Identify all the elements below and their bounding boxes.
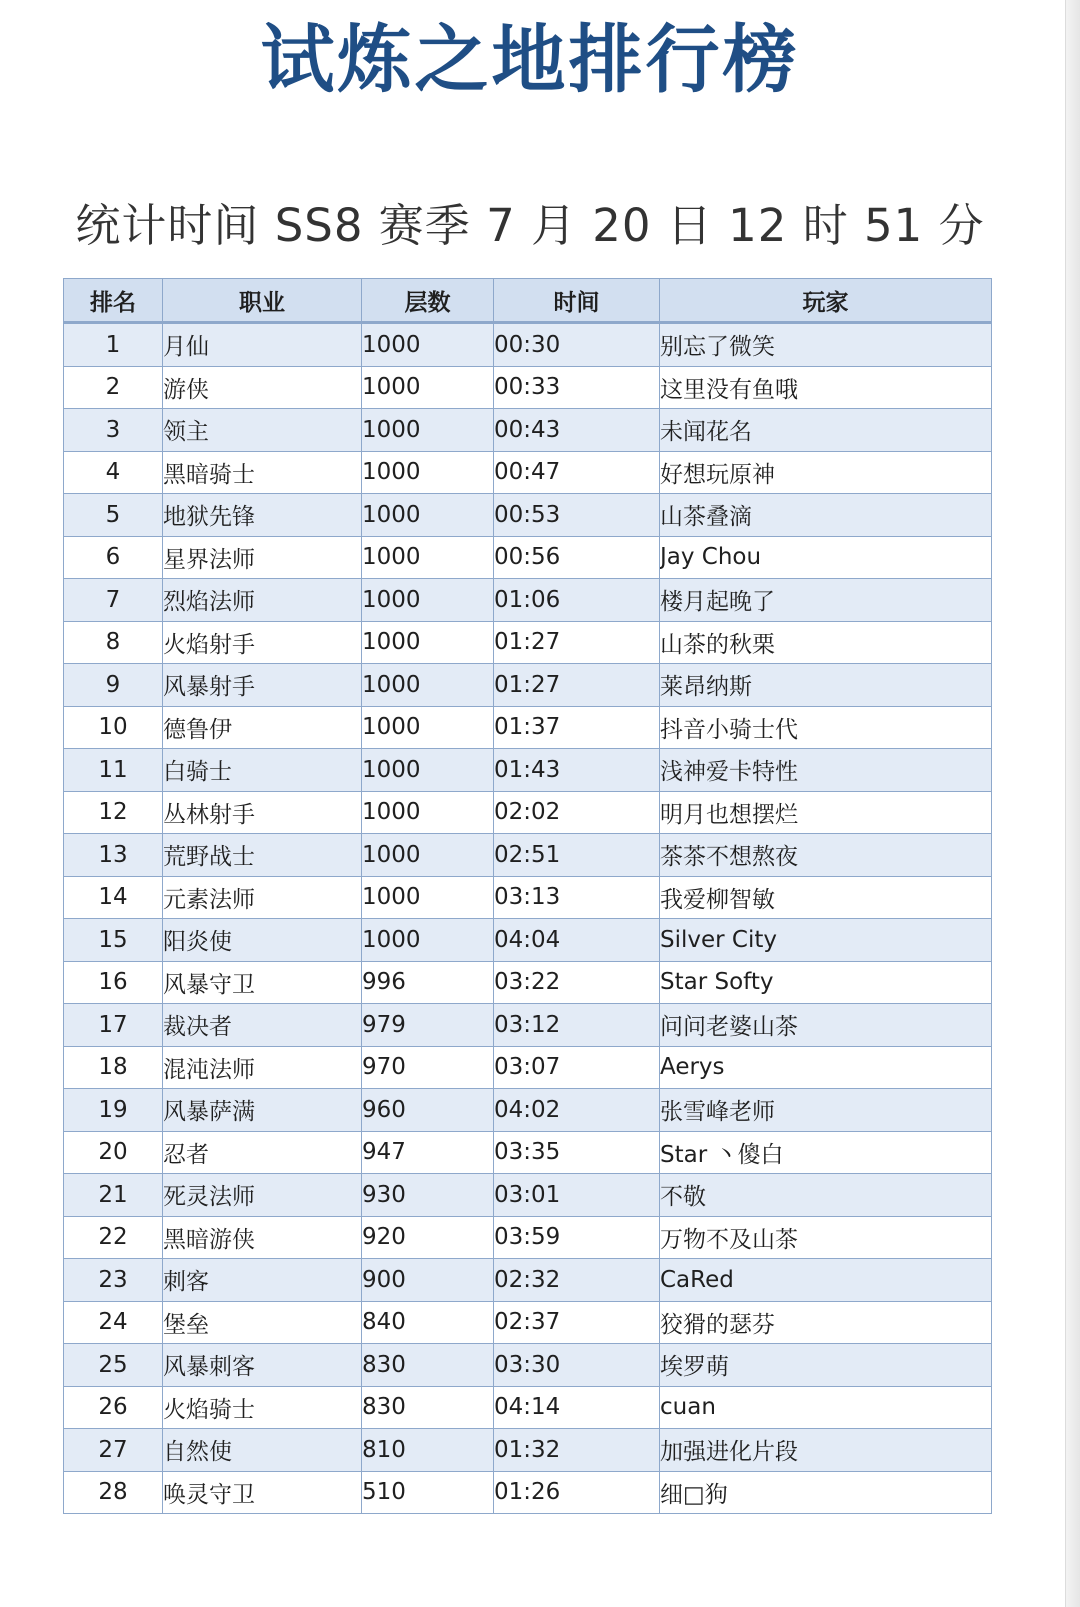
class-cell: 黑暗骑士 (163, 451, 362, 494)
class-cell: 德鲁伊 (163, 706, 362, 749)
time-cell: 04:02 (494, 1089, 660, 1132)
time-cell: 02:37 (494, 1301, 660, 1344)
rank-cell: 20 (64, 1131, 163, 1174)
table-row (64, 1089, 992, 1132)
time-cell: 02:32 (494, 1259, 660, 1302)
player-cell: 茶茶不想熬夜 (660, 834, 992, 877)
time-cell: 00:47 (494, 451, 660, 494)
table-row (64, 1216, 992, 1259)
floor-cell: 1000 (362, 494, 494, 537)
time-cell: 00:30 (494, 323, 660, 367)
class-cell: 火焰骑士 (163, 1386, 362, 1429)
time-cell: 03:35 (494, 1131, 660, 1174)
player-cell: Aerys (660, 1046, 992, 1089)
player-cell: 明月也想摆烂 (660, 791, 992, 834)
player-cell: 莱昂纳斯 (660, 664, 992, 707)
rank-cell: 28 (64, 1471, 163, 1514)
player-cell: 未闻花名 (660, 409, 992, 452)
rank-cell: 27 (64, 1429, 163, 1472)
class-cell: 白骑士 (163, 749, 362, 792)
floor-cell: 810 (362, 1429, 494, 1472)
class-cell: 忍者 (163, 1131, 362, 1174)
rank-cell: 11 (64, 749, 163, 792)
header-rank: 排名 (64, 279, 163, 323)
time-cell: 03:01 (494, 1174, 660, 1217)
class-cell: 死灵法师 (163, 1174, 362, 1217)
table-row (64, 749, 992, 792)
time-cell: 02:02 (494, 791, 660, 834)
floor-cell: 970 (362, 1046, 494, 1089)
floor-cell: 1000 (362, 876, 494, 919)
class-cell: 领主 (163, 409, 362, 452)
table-body (64, 323, 992, 1514)
rank-cell: 10 (64, 706, 163, 749)
table-header-row (64, 279, 992, 323)
floor-cell: 900 (362, 1259, 494, 1302)
time-cell: 03:30 (494, 1344, 660, 1387)
table-row (64, 1344, 992, 1387)
table-row (64, 366, 992, 409)
rank-cell: 18 (64, 1046, 163, 1089)
player-cell: 浅神爱卡特性 (660, 749, 992, 792)
floor-cell: 979 (362, 1004, 494, 1047)
player-cell: cuan (660, 1386, 992, 1429)
player-cell: 加强进化片段 (660, 1429, 992, 1472)
class-cell: 游侠 (163, 366, 362, 409)
floor-cell: 1000 (362, 791, 494, 834)
table-row (64, 876, 992, 919)
rank-cell: 2 (64, 366, 163, 409)
header-class: 职业 (163, 279, 362, 323)
class-cell: 星界法师 (163, 536, 362, 579)
floor-cell: 1000 (362, 409, 494, 452)
rank-cell: 21 (64, 1174, 163, 1217)
header-floor: 层数 (362, 279, 494, 323)
time-cell: 00:43 (494, 409, 660, 452)
table-row (64, 1386, 992, 1429)
class-cell: 地狱先锋 (163, 494, 362, 537)
header-player: 玩家 (660, 279, 992, 323)
table-row (64, 536, 992, 579)
table-row (64, 1131, 992, 1174)
rank-cell: 9 (64, 664, 163, 707)
time-cell: 01:37 (494, 706, 660, 749)
rank-cell: 17 (64, 1004, 163, 1047)
time-cell: 03:13 (494, 876, 660, 919)
rank-cell: 13 (64, 834, 163, 877)
time-cell: 03:59 (494, 1216, 660, 1259)
rank-cell: 5 (64, 494, 163, 537)
rank-cell: 26 (64, 1386, 163, 1429)
rank-cell: 22 (64, 1216, 163, 1259)
class-cell: 烈焰法师 (163, 579, 362, 622)
time-cell: 04:14 (494, 1386, 660, 1429)
table-row (64, 1301, 992, 1344)
class-cell: 风暴守卫 (163, 961, 362, 1004)
player-cell: 我爱柳智敏 (660, 876, 992, 919)
player-cell: 楼月起晚了 (660, 579, 992, 622)
player-cell: 山茶叠滴 (660, 494, 992, 537)
time-cell: 01:27 (494, 621, 660, 664)
time-cell: 03:22 (494, 961, 660, 1004)
floor-cell: 1000 (362, 834, 494, 877)
header-time: 时间 (494, 279, 660, 323)
class-cell: 唤灵守卫 (163, 1471, 362, 1514)
table-row (64, 494, 992, 537)
rank-cell: 14 (64, 876, 163, 919)
player-cell: 山茶的秋栗 (660, 621, 992, 664)
rank-cell: 19 (64, 1089, 163, 1132)
table-row (64, 409, 992, 452)
scrollbar-edge (1065, 0, 1080, 1607)
player-cell: 埃罗萌 (660, 1344, 992, 1387)
player-cell: 狡猾的瑟芬 (660, 1301, 992, 1344)
player-cell: Jay Chou (660, 536, 992, 579)
floor-cell: 930 (362, 1174, 494, 1217)
player-cell: 张雪峰老师 (660, 1089, 992, 1132)
class-cell: 裁决者 (163, 1004, 362, 1047)
table-row (64, 579, 992, 622)
rank-cell: 23 (64, 1259, 163, 1302)
floor-cell: 830 (362, 1386, 494, 1429)
table-row (64, 1429, 992, 1472)
floor-cell: 1000 (362, 919, 494, 962)
time-cell: 03:12 (494, 1004, 660, 1047)
floor-cell: 1000 (362, 621, 494, 664)
floor-cell: 840 (362, 1301, 494, 1344)
rank-cell: 12 (64, 791, 163, 834)
floor-cell: 947 (362, 1131, 494, 1174)
table-row (64, 1174, 992, 1217)
time-cell: 00:56 (494, 536, 660, 579)
rank-cell: 8 (64, 621, 163, 664)
class-cell: 荒野战士 (163, 834, 362, 877)
floor-cell: 920 (362, 1216, 494, 1259)
class-cell: 风暴刺客 (163, 1344, 362, 1387)
table-row (64, 706, 992, 749)
player-cell: 抖音小骑士代 (660, 706, 992, 749)
time-cell: 01:26 (494, 1471, 660, 1514)
rank-cell: 4 (64, 451, 163, 494)
table-row (64, 451, 992, 494)
table-row (64, 323, 992, 367)
player-cell: 万物不及山茶 (660, 1216, 992, 1259)
table-row (64, 919, 992, 962)
class-cell: 风暴射手 (163, 664, 362, 707)
floor-cell: 960 (362, 1089, 494, 1132)
class-cell: 丛林射手 (163, 791, 362, 834)
time-cell: 01:27 (494, 664, 660, 707)
table-row (64, 664, 992, 707)
table-row (64, 621, 992, 664)
table-row (64, 1471, 992, 1514)
class-cell: 黑暗游侠 (163, 1216, 362, 1259)
table-row (64, 834, 992, 877)
time-cell: 02:51 (494, 834, 660, 877)
rank-cell: 3 (64, 409, 163, 452)
rank-cell: 16 (64, 961, 163, 1004)
class-cell: 火焰射手 (163, 621, 362, 664)
rank-cell: 7 (64, 579, 163, 622)
stats-time-subtitle: 统计时间 SS8 赛季 7 月 20 日 12 时 51 分 (75, 199, 985, 252)
player-cell: 这里没有鱼哦 (660, 366, 992, 409)
class-cell: 堡垒 (163, 1301, 362, 1344)
player-cell: Star Softy (660, 961, 992, 1004)
time-cell: 03:07 (494, 1046, 660, 1089)
player-cell: 不敬 (660, 1174, 992, 1217)
floor-cell: 1000 (362, 323, 494, 367)
floor-cell: 1000 (362, 706, 494, 749)
player-cell: Silver City (660, 919, 992, 962)
player-cell: CaRed (660, 1259, 992, 1302)
floor-cell: 996 (362, 961, 494, 1004)
class-cell: 风暴萨满 (163, 1089, 362, 1132)
floor-cell: 1000 (362, 536, 494, 579)
table-row (64, 791, 992, 834)
player-cell: 细□狗 (660, 1471, 992, 1514)
table-row (64, 1259, 992, 1302)
floor-cell: 1000 (362, 579, 494, 622)
time-cell: 01:32 (494, 1429, 660, 1472)
class-cell: 月仙 (163, 323, 362, 367)
class-cell: 自然使 (163, 1429, 362, 1472)
rank-cell: 15 (64, 919, 163, 962)
page-title: 试炼之地排行榜 (260, 17, 800, 103)
table-row (64, 1004, 992, 1047)
rank-cell: 24 (64, 1301, 163, 1344)
time-cell: 01:06 (494, 579, 660, 622)
player-cell: Star 丶傻白 (660, 1131, 992, 1174)
rank-cell: 25 (64, 1344, 163, 1387)
time-cell: 00:53 (494, 494, 660, 537)
time-cell: 00:33 (494, 366, 660, 409)
class-cell: 元素法师 (163, 876, 362, 919)
time-cell: 01:43 (494, 749, 660, 792)
floor-cell: 1000 (362, 366, 494, 409)
floor-cell: 510 (362, 1471, 494, 1514)
ranking-table (63, 278, 992, 1514)
player-cell: 别忘了微笑 (660, 323, 992, 367)
table-row (64, 961, 992, 1004)
time-cell: 04:04 (494, 919, 660, 962)
rank-cell: 1 (64, 323, 163, 367)
player-cell: 问问老婆山茶 (660, 1004, 992, 1047)
floor-cell: 1000 (362, 451, 494, 494)
table-row (64, 1046, 992, 1089)
class-cell: 混沌法师 (163, 1046, 362, 1089)
class-cell: 刺客 (163, 1259, 362, 1302)
floor-cell: 1000 (362, 664, 494, 707)
player-cell: 好想玩原神 (660, 451, 992, 494)
floor-cell: 1000 (362, 749, 494, 792)
floor-cell: 830 (362, 1344, 494, 1387)
class-cell: 阳炎使 (163, 919, 362, 962)
rank-cell: 6 (64, 536, 163, 579)
